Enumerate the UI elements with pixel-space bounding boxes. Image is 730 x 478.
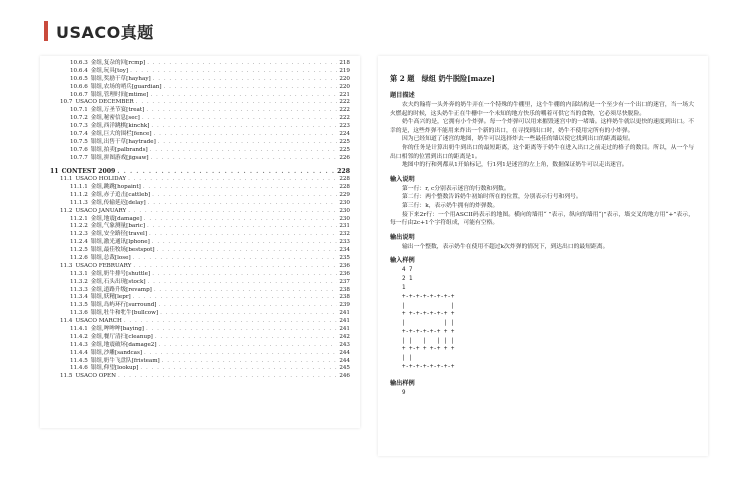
toc-leader-dots [143,184,337,192]
toc-leader-dots [124,318,337,326]
toc-entry-title: 银组,牡牛和牝牛[bullcow] [90,310,159,317]
toc-entry [50,192,350,200]
toc-leader-dots [159,342,338,350]
toc-entry [50,115,350,123]
toc-entry-title: 金组,玩具[toy] [90,67,129,74]
toc-entry-title: 金组,地震破坏[damage2] [90,341,157,348]
toc-entry-number: 11.4.3 [70,341,88,348]
toc-entry-title: 金组,道路升级[revamp] [90,286,152,293]
toc-entry-title: 银组,最佳牧场[bestspot] [90,247,155,254]
desc-paragraph: 因为已经知道了迷宫的地图，奶牛可以选择炸去一些最佳的墙以使它找到出口的距离最短。 [402,136,634,143]
toc-entry [50,342,350,350]
accent-bar [44,21,48,41]
toc-entry-page: 238 [339,286,350,293]
toc-leader-dots [151,123,337,131]
toc-entry-title: 银组,妖精[lepr] [90,294,131,301]
toc-entry-number: 10.7 [60,99,73,106]
toc-entry-page: 232 [339,231,350,238]
toc-entry-page: 221 [339,91,350,98]
toc-entry-page: 228 [339,183,350,190]
toc-entry [50,263,350,271]
toc-entry [50,76,350,84]
toc-leader-dots [148,279,338,287]
toc-entry-title: 金组,石头出现[stock] [90,278,146,285]
toc-entry-title: 银组,拼图游戏[jigsaw] [90,154,149,161]
toc-entry [50,310,350,318]
toc-entry-page: 237 [339,278,350,285]
toc-entry [50,168,350,177]
toc-leader-dots [118,373,337,381]
toc-entry-page: 218 [339,60,350,66]
toc-entry-title: 金组,安全路径[travel] [90,231,148,238]
toc-entry-page: 230 [339,199,350,206]
toc-entry-title: 银组,沙雕[sandcas] [90,349,143,356]
toc-entry-number: 10.7.5 [70,138,88,145]
desc-paragraph: 农夫约翰将一头外奔的奶牛弄在一个特殊的牛棚里，这个牛棚的内部结构是一个至少有一个出口的迷宫，当一场大火燃起的时候，这头奶牛正在牛栅中一个未知的地方快乐的嚼着可供它当的食物，它必须尽快脱险。 [390,102,694,117]
input-body [390,185,694,228]
toc-entry [50,318,350,326]
toc-entry-number: 11.3.1 [70,270,88,277]
toc-leader-dots [146,326,337,334]
toc-entry-title: 金组,奶牛排号[shuttle] [90,270,151,277]
toc-entry-page: 231 [339,223,350,230]
toc-entry [50,176,350,184]
toc-leader-dots [144,216,338,224]
toc-entry-title: USACO OPEN [75,373,117,380]
toc-entry [50,84,350,92]
toc-entry [50,255,350,263]
toc-entry-title: 金组,哞哞哞[baying] [90,326,144,332]
toc-entry-title: 金组,跳跳[hopaint] [90,183,141,190]
toc-entry-title: 银组,岛屿环行[surround] [90,302,157,309]
toc-entry [50,184,350,192]
toc-entry-page: 222 [339,115,350,122]
toc-leader-dots [133,263,337,271]
toc-entry-title: 金组,万圣节宴[treat] [90,107,145,114]
toc-entry-number: 11.4.5 [70,357,88,364]
toc-entry [50,147,350,155]
toc-entry-number: 11.2 [60,207,73,214]
toc-entry-page: 222 [339,99,350,106]
toc-leader-dots [150,147,338,155]
toc-entry-page: 219 [339,67,350,74]
toc-leader-dots [117,168,335,176]
header-title: USACO真题 [56,22,154,42]
toc-entry-page: 238 [339,294,350,301]
desc-heading: 题目描述 [390,92,415,99]
toc-entry [50,326,350,334]
toc-entry-page: 228 [339,176,350,183]
toc-entry [50,271,350,279]
toc-leader-dots [154,131,338,139]
toc-entry-number: 11.3.2 [70,278,88,285]
toc-entry-number: 10.7.1 [70,107,88,114]
toc-entry-page: 244 [339,357,350,364]
input-paragraph: 第二行：两个整数告诉奶牛初始时所在的位置，分别表示行号和列号。 [402,194,582,201]
toc-entry-page: 245 [339,365,350,372]
toc-leader-dots [149,231,337,239]
toc-entry-title: USACO JANUARY [75,207,127,214]
toc-entry-page: 233 [339,239,350,246]
toc-entry-number: 10.7.3 [70,123,88,130]
toc-entry-title: USACO DECEMBER [75,99,134,106]
toc-entry-page: 230 [339,215,350,222]
toc-leader-dots [150,92,337,100]
toc-entry-page: 220 [339,75,350,82]
toc-entry [50,239,350,247]
toc-entry-page: 236 [339,262,350,269]
toc-entry-page: 226 [339,154,350,161]
toc-entry-number: 10.7.2 [70,115,88,122]
toc-entry-title: USACO HOLIDAY [75,176,127,183]
toc-leader-dots [147,223,337,231]
toc-entry-number: 11.1.2 [70,191,88,198]
output-paragraph: 输出一个整数，表示奶牛在使用不超过k次炸弹的情况下，到达出口的最短距离。 [402,243,609,250]
toc-entry-number: 10.7.7 [70,154,88,161]
toc-leader-dots [146,107,337,115]
toc-leader-dots [133,255,338,263]
toc-leader-dots [152,239,338,247]
toc-entry-page: 224 [339,131,350,138]
toc-leader-dots [164,84,338,92]
toc-leader-dots [130,68,337,76]
toc-leader-dots [158,139,338,147]
sample-input-heading: 输入样例 [390,257,415,265]
toc-entry-title: 银组,农场的哨兵[guardian] [90,83,162,90]
toc-entry-number: 11 [50,167,59,175]
toc-entry [50,365,350,373]
toc-entry-page: 223 [339,123,350,130]
problem-title: 第 2 题 绿组 奶牛脱险[maze] [390,74,495,83]
toc-entry [50,279,350,287]
toc-leader-dots [152,192,337,200]
toc-entry-number: 10.6.6 [70,83,88,90]
toc-entry-number: 11.4.2 [70,333,88,340]
toc-entry [50,123,350,131]
toc-entry-title: 银组,拍卖[palbrands] [90,146,148,153]
toc-entry-page: 236 [339,270,350,277]
toc-entry-number: 11.1.1 [70,183,88,190]
toc-entry [50,60,350,68]
toc-entry [50,139,350,147]
input-heading: 输入说明 [390,175,415,183]
toc-entry-page: 243 [339,341,350,348]
page-header [44,20,154,42]
toc-entry-number: 10.6.4 [70,67,88,74]
toc-entry-title: 银组,奶牛飞盘队[fristeam] [90,357,160,364]
toc-entry-title: 银组,管理时间[mtime] [90,91,149,98]
toc-entry-number: 11.3.3 [70,286,88,293]
toc-leader-dots [154,287,337,295]
toc-entry [50,373,350,381]
toc-entry-title: 银组,仰望[lookup] [90,365,139,372]
toc-entry-page: 241 [339,310,350,317]
toc-entry-number: 11.2.2 [70,223,88,230]
desc-body [390,101,694,170]
toc-entry-title: 金组,复杂的回[rcmp] [90,60,146,66]
toc-entry-number: 10.7.4 [70,131,88,138]
toc-entry-number: 11.3.6 [70,310,88,317]
toc-entry [50,200,350,208]
toc-entry-number: 11.3.5 [70,302,88,309]
toc-entry-page: 229 [339,191,350,198]
toc-entry-page: 230 [339,207,350,214]
toc-entry-page: 239 [339,302,350,309]
toc-leader-dots [155,334,337,342]
toc-entry-page: 241 [339,318,350,325]
toc-leader-dots [136,99,338,107]
toc-leader-dots [152,271,337,279]
toc-entry-title: 金组,西洋跳棋[kinchk] [90,123,150,130]
desc-paragraph: 地图中的行和列都从1开始标记，行1列1是迷宫的左上角，数据保证奶牛可以走出迷宫。 [402,162,628,169]
sample-input: 4 7 2 1 1 +-+-+-+-+-+-+-+ | | + +-+-+-+-+-+ + | | | +-+-+-+-+-+ + + | | | | | | + +-+ + +-+ + + | | +-+-+-+-+-+-+-+ [402,267,455,371]
desc-paragraph: 奶牛高兴的是，它拥有小个炸弹。每一个炸弹可以用来摧毁迷宫中的一堵墙。这样奶牛就以更快的速度到出口。不幸的是，这些炸弹不能用来炸出一个新的出口，在寻找到出口时，奶牛不使用完所有的小炸弹。 [390,119,694,134]
toc-entry-page: 234 [339,247,350,254]
input-paragraph: 第三行：k，表示奶牛拥有的炸弹数。 [402,202,499,209]
toc-entry-page: 246 [339,373,350,380]
toc-entry-title: 金组,气象测量[baric] [90,223,146,230]
toc-entry [50,131,350,139]
toc-entry-number: 10.6.7 [70,91,88,98]
toc-leader-dots [160,310,337,318]
toc-entry-page: 244 [339,349,350,356]
toc-entry [50,350,350,358]
toc-entry-page: 241 [339,326,350,332]
toc-entry-number: 11.3 [60,262,73,269]
toc-leader-dots [140,365,337,373]
toc-entry-title: 银组,激光通讯[lphone] [90,239,150,246]
sample-output-heading: 输出样例 [390,379,415,387]
toc-entry-title: 银组,出售干草[haytrade] [90,138,156,145]
toc-entry-number: 11.4.1 [70,326,88,332]
input-paragraph: 接下来2r行：一个用ASCII码表示的地图。横向的墙用“ ”表示，纵向的墙用“|”表示，墙交叉的地方用“+”表示，每一行由2c+1个字符组成，可能有空格。 [390,211,694,227]
toc-entry-title: 银组,总裁[lose] [90,254,131,261]
toc-entry-page: 225 [339,138,350,145]
toc-entry-number: 11.1 [60,176,73,183]
toc-page [40,56,360,428]
toc-entry-number: 10.6.5 [70,75,88,82]
toc-leader-dots [144,350,337,358]
toc-entry [50,68,350,76]
toc-entry-title: 金组,餐厅清扫[cleanup] [90,333,153,340]
input-paragraph: 第一行：r, c分别表示迷宫的行数和列数。 [402,185,510,192]
toc-entry-number: 11.4 [60,318,73,325]
toc-entry-number: 11.5 [60,373,73,380]
desc-paragraph: 你的任务是计算出奶牛到出口的最短距离，这个距离等于奶牛在进入出口之前走过的格子的数目。所以，从一个与出口相邻的位置到出口的距离是1。 [390,144,694,160]
toc-leader-dots [148,200,338,208]
toc-entry-number: 11.2.6 [70,254,88,261]
sample-output: 9 [402,389,406,396]
toc-leader-dots [162,358,338,366]
toc-entry-number: 11.4.4 [70,349,88,356]
output-body [390,243,694,252]
toc-leader-dots [151,155,338,163]
toc-entry-number: 11.2.1 [70,215,88,222]
toc-entry-title: 银组,奖励干草[hayhay] [90,75,151,82]
toc-entry-number: 11.1.3 [70,199,88,206]
toc-entry-page: 225 [339,146,350,153]
toc-entry-title: 金组,秘密信息[sec] [90,115,140,122]
toc-entry-page: 228 [337,167,350,175]
problem-page [378,56,708,456]
toc-entry-title: 金组,地震[damage] [90,215,142,222]
toc-leader-dots [142,115,337,123]
toc-entry-title: USACO MARCH [75,318,122,325]
toc-leader-dots [147,60,337,68]
toc-entry-page: 222 [339,107,350,114]
toc-entry-number: 11.3.4 [70,294,88,301]
output-heading: 输出说明 [390,233,415,241]
toc-entry-number: 10.6.3 [70,60,88,66]
toc-entry-number: 10.7.6 [70,146,88,153]
toc-entry-number: 11.4.6 [70,365,88,372]
toc-entry [50,155,350,163]
toc-entry [50,92,350,100]
toc-entry-number: 11.2.4 [70,239,88,246]
toc-entry-title: USACO FEBRUARY [75,262,132,269]
toc-entry-number: 11.2.3 [70,231,88,238]
toc-entry-page: 242 [339,333,350,340]
toc-leader-dots [157,247,338,255]
toc-entry-title: 金组,传输延迟[delay] [90,199,146,206]
toc-entry-number: 11.2.5 [70,247,88,254]
toc-leader-dots [158,302,337,310]
toc-leader-dots [133,294,338,302]
toc-entry-title: 金组,赤子追击[cattleb] [90,191,151,198]
toc-leader-dots [128,176,337,184]
toc-leader-dots [128,208,337,216]
toc-entry-title: CONTEST 2009 [61,167,116,175]
toc-entry-title: 金组,巨大的围栏[fence] [90,131,152,138]
toc-entry-page: 235 [339,254,350,261]
toc-entry [50,247,350,255]
toc-leader-dots [153,76,338,84]
toc-entry [50,334,350,342]
toc-entry [50,208,350,216]
toc-entry-page: 220 [339,83,350,90]
